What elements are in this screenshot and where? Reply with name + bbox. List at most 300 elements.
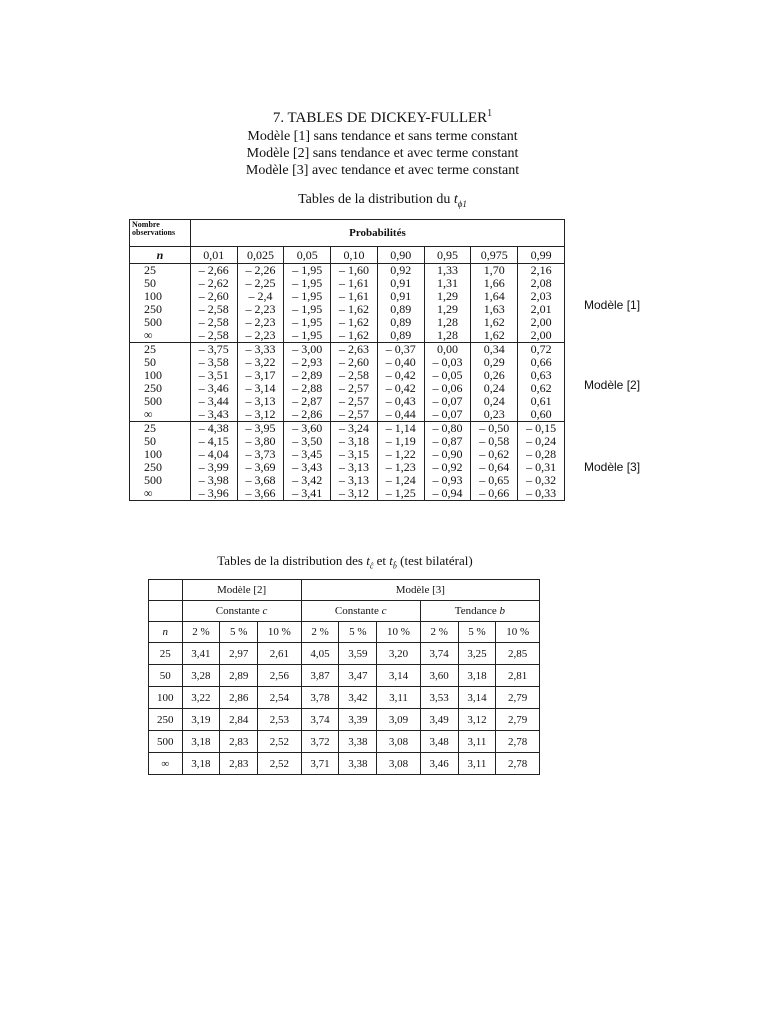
table1-value: – 2,25 xyxy=(245,276,276,290)
table1-col-header: 0,10 xyxy=(331,247,378,264)
table1-n-value: 100 xyxy=(144,368,162,382)
table2-value: 3,53 xyxy=(420,687,458,709)
table2-value: 3,74 xyxy=(301,709,339,731)
footnote-mark: 1 xyxy=(487,108,493,119)
table1-value: – 3,13 xyxy=(245,394,276,408)
table1-value: – 3,75 xyxy=(198,342,229,356)
table1-value: – 2,88 xyxy=(292,381,323,395)
table1-value: 2,16 xyxy=(530,263,552,277)
table1-value-column xyxy=(471,264,518,343)
table2-value: 3,20 xyxy=(377,643,421,665)
table2-n-value: 25 xyxy=(149,643,183,665)
table1-value-column xyxy=(518,422,565,501)
table1-n-values xyxy=(130,422,191,501)
table1-value-column xyxy=(518,264,565,343)
table2-n-value: 250 xyxy=(149,709,183,731)
table1-value: – 2,57 xyxy=(339,394,369,408)
table1-value-column xyxy=(377,264,424,343)
table1-value: – 0,64 xyxy=(479,460,510,474)
table2-value: 3,12 xyxy=(458,709,496,731)
table1-value: – 3,60 xyxy=(292,421,323,435)
table1-value: 1,62 xyxy=(483,328,505,342)
table1-n-value: ∞ xyxy=(144,328,153,342)
table1-value: 0,61 xyxy=(530,394,552,408)
table1-value: – 3,43 xyxy=(292,460,323,474)
table1-n-header: n xyxy=(130,247,191,264)
table2-n-value: 100 xyxy=(149,687,183,709)
table1-value: 0,26 xyxy=(483,368,505,382)
table1-caption: Tables de la distribution du $t_{\phi 1}$ xyxy=(298,192,467,209)
table1-value: – 0,07 xyxy=(432,407,463,421)
table2-value: 2,56 xyxy=(258,665,302,687)
table2-value: 3,08 xyxy=(377,731,421,753)
table1-value: – 2,57 xyxy=(339,381,369,395)
table1-value: – 0,07 xyxy=(432,394,463,408)
table2-value: 3,72 xyxy=(301,731,339,753)
table1-value: – 0,44 xyxy=(385,407,416,421)
table2-value: 3,38 xyxy=(339,731,377,753)
table1-value: 2,03 xyxy=(530,289,552,303)
table1-value: – 3,12 xyxy=(339,486,369,500)
table1-value: – 1,95 xyxy=(292,302,323,316)
table1-value: – 3,44 xyxy=(198,394,229,408)
table1-value: 1,66 xyxy=(483,276,505,290)
table1-value: 0,72 xyxy=(530,342,552,356)
table2-model2-header: Modèle [2] xyxy=(182,580,301,601)
table1-value: – 2,93 xyxy=(292,355,323,369)
table1-value: 2,00 xyxy=(530,315,552,329)
table2-value: 2,52 xyxy=(258,731,302,753)
table1-value: – 0,31 xyxy=(526,460,557,474)
table1-value: – 2,4 xyxy=(248,289,273,303)
table1-value: 0,63 xyxy=(530,368,552,382)
table1-value: – 1,14 xyxy=(385,421,416,435)
table1-value: – 0,80 xyxy=(432,421,463,435)
model-1-description: Modèle [1] sans tendance et sans terme constant xyxy=(247,129,518,144)
table1-value: – 4,38 xyxy=(198,421,229,435)
table2-value: 2,83 xyxy=(220,731,258,753)
table2-param-row xyxy=(149,601,540,622)
table1-value: – 3,33 xyxy=(245,342,276,356)
table1-value: – 3,50 xyxy=(292,434,323,448)
table2-tendance-header: Tendance b xyxy=(420,601,539,622)
table1-col-header: 0,95 xyxy=(424,247,471,264)
table1-value: – 0,03 xyxy=(432,355,463,369)
table1-value: – 0,93 xyxy=(432,473,463,487)
table1-value: 1,29 xyxy=(437,289,459,303)
table2-value: 2,89 xyxy=(220,665,258,687)
table1-value: – 0,06 xyxy=(432,381,463,395)
table1-value: – 0,05 xyxy=(432,368,463,382)
table1-value: – 3,45 xyxy=(292,447,323,461)
table2-value: 3,60 xyxy=(420,665,458,687)
table2-value: 3,49 xyxy=(420,709,458,731)
table1-value-column xyxy=(284,343,331,422)
table1-value: – 3,95 xyxy=(245,421,276,435)
table1-value: – 2,26 xyxy=(245,263,276,277)
table1-value: – 3,66 xyxy=(245,486,276,500)
table2-value: 3,46 xyxy=(420,753,458,775)
table1-value: 1,28 xyxy=(437,328,459,342)
table2-value: 3,18 xyxy=(182,753,220,775)
table2-pct-header: 5 % xyxy=(458,622,496,643)
table2-model3-header: Modèle [3] xyxy=(301,580,539,601)
table2-pct-header: 10 % xyxy=(258,622,302,643)
table1-value: – 3,22 xyxy=(245,355,276,369)
table1-value-column xyxy=(190,264,237,343)
table1-value: 0,89 xyxy=(390,328,412,342)
table1-value: – 0,24 xyxy=(526,434,557,448)
table1-value: 0,92 xyxy=(390,263,412,277)
table2-value: 2,78 xyxy=(496,731,540,753)
table1-n-value: 50 xyxy=(144,434,156,448)
table2-value: 3,14 xyxy=(377,665,421,687)
table2-n-value: ∞ xyxy=(149,753,183,775)
table1-block-model-2 xyxy=(130,343,565,422)
table1-tphi xyxy=(129,219,565,501)
table1-value: 1,64 xyxy=(483,289,505,303)
table1-value: 0,60 xyxy=(530,407,552,421)
table1-value: – 3,58 xyxy=(198,355,229,369)
page-header xyxy=(130,104,635,179)
table2-value: 3,48 xyxy=(420,731,458,753)
table1-value-column xyxy=(518,343,565,422)
table1-value: – 2,87 xyxy=(292,394,323,408)
table2-value: 2,81 xyxy=(496,665,540,687)
table2-value: 3,18 xyxy=(458,665,496,687)
table1-value: – 4,04 xyxy=(198,447,229,461)
table2-tc-tb xyxy=(148,579,540,775)
table1-value: – 0,40 xyxy=(385,355,416,369)
table1-value-column xyxy=(471,343,518,422)
table1-value: – 1,95 xyxy=(292,328,323,342)
table1-value: – 1,95 xyxy=(292,315,323,329)
table1-col-header: 0,01 xyxy=(190,247,237,264)
table1-value: – 1,62 xyxy=(339,328,369,342)
table1-value: – 3,43 xyxy=(198,407,229,421)
table1-value: 0,91 xyxy=(390,276,412,290)
table1-value-column xyxy=(190,343,237,422)
table1-value: – 0,37 xyxy=(385,342,416,356)
table1-value: – 0,92 xyxy=(432,460,463,474)
table2-pct-header: 10 % xyxy=(377,622,421,643)
table1-value: – 0,87 xyxy=(432,434,463,448)
table1-value: 0,23 xyxy=(483,407,505,421)
table1-value: – 3,80 xyxy=(245,434,276,448)
table1-value: – 3,73 xyxy=(245,447,276,461)
table1-value: 1,63 xyxy=(483,302,505,316)
table1-value: 0,29 xyxy=(483,355,505,369)
table1-value: – 0,90 xyxy=(432,447,463,461)
table2-value: 3,19 xyxy=(182,709,220,731)
table1-value: – 3,46 xyxy=(198,381,229,395)
table1-value: – 0,32 xyxy=(526,473,557,487)
table1-value: – 2,23 xyxy=(245,315,276,329)
table1-value: – 3,12 xyxy=(245,407,276,421)
table1-n-value: 100 xyxy=(144,289,162,303)
table2-value: 2,85 xyxy=(496,643,540,665)
table2-row xyxy=(149,665,540,687)
table1-value: – 2,57 xyxy=(339,407,369,421)
table1-value: 1,28 xyxy=(437,315,459,329)
table1-value: 0,62 xyxy=(530,381,552,395)
table1-n-value: 25 xyxy=(144,342,156,356)
table1-value: – 3,00 xyxy=(292,342,323,356)
table2-pct-header: 10 % xyxy=(496,622,540,643)
table1-value: – 2,58 xyxy=(339,368,369,382)
table1-value: – 3,13 xyxy=(339,460,369,474)
table1-value-column xyxy=(331,264,378,343)
table1-value: 1,29 xyxy=(437,302,459,316)
table2-value: 3,74 xyxy=(420,643,458,665)
table1-value: – 1,95 xyxy=(292,276,323,290)
table1-value-column xyxy=(284,422,331,501)
table1-value: – 1,19 xyxy=(385,434,416,448)
table1-value: – 2,60 xyxy=(339,355,369,369)
table2-value: 3,78 xyxy=(301,687,339,709)
table2-pct-header: 5 % xyxy=(339,622,377,643)
table1-value: 1,62 xyxy=(483,315,505,329)
table1-value-column xyxy=(331,422,378,501)
model-2-label: Modèle [2] xyxy=(584,378,641,392)
table1-value: – 3,41 xyxy=(292,486,323,500)
table1-col-header: 0,975 xyxy=(471,247,518,264)
table2-value: 3,59 xyxy=(339,643,377,665)
table1-n-value: 250 xyxy=(144,381,162,395)
table2-value: 3,22 xyxy=(182,687,220,709)
table1-value: – 3,13 xyxy=(339,473,369,487)
table1-value: – 3,98 xyxy=(198,473,229,487)
table1-value: 2,08 xyxy=(530,276,552,290)
table2-n-value: 500 xyxy=(149,731,183,753)
table1-value: 0,66 xyxy=(530,355,552,369)
table1-value: – 0,66 xyxy=(479,486,510,500)
table1-value-column xyxy=(284,264,331,343)
table2-value: 3,14 xyxy=(458,687,496,709)
table1-column-header-row xyxy=(130,247,565,264)
table1-value: – 0,43 xyxy=(385,394,416,408)
table1-value: – 0,58 xyxy=(479,434,510,448)
table1-value-column xyxy=(471,422,518,501)
table2-pct-header: 2 % xyxy=(420,622,458,643)
table1-value: – 3,42 xyxy=(292,473,323,487)
table2-caption: Tables de la distribution des $t_ĉ$ et $t_{b̂}$ (test bilatéral) xyxy=(217,553,473,571)
table1-value: – 3,68 xyxy=(245,473,276,487)
table2-row xyxy=(149,687,540,709)
table1-n-value: 25 xyxy=(144,263,156,277)
table1-value: – 3,24 xyxy=(339,421,369,435)
table1-value: – 1,23 xyxy=(385,460,416,474)
table1-value: – 0,65 xyxy=(479,473,510,487)
table1-block-model-1 xyxy=(130,264,565,343)
table1-value: – 0,50 xyxy=(479,421,510,435)
table2-value: 3,42 xyxy=(339,687,377,709)
table1-corner-header: Nombre observations xyxy=(130,220,191,247)
table2-n-value: 50 xyxy=(149,665,183,687)
table1-value: – 1,61 xyxy=(339,276,369,290)
table1-value: – 1,95 xyxy=(292,263,323,277)
table1-n-values xyxy=(130,343,191,422)
table1-value: – 0,15 xyxy=(526,421,557,435)
table1-value-column xyxy=(237,343,284,422)
table2-value: 2,78 xyxy=(496,753,540,775)
table1-value: 0,89 xyxy=(390,315,412,329)
table1-value-column xyxy=(424,422,471,501)
table2-value: 2,97 xyxy=(220,643,258,665)
table1-value: – 1,95 xyxy=(292,289,323,303)
table2-value: 3,87 xyxy=(301,665,339,687)
table2-value: 2,79 xyxy=(496,709,540,731)
table1-col-header: 0,90 xyxy=(377,247,424,264)
table1-value: – 0,33 xyxy=(526,486,557,500)
table2-value: 2,52 xyxy=(258,753,302,775)
table2-value: 3,71 xyxy=(301,753,339,775)
table1-value-column xyxy=(377,422,424,501)
model-3-label: Modèle [3] xyxy=(584,460,641,474)
table1-n-value: 25 xyxy=(144,421,156,435)
table2-value: 3,11 xyxy=(458,731,496,753)
table1-block-model-3 xyxy=(130,422,565,501)
table2-value: 3,11 xyxy=(377,687,421,709)
table1-value: – 0,42 xyxy=(385,381,416,395)
table2-row xyxy=(149,643,540,665)
table1-value: – 2,23 xyxy=(245,302,276,316)
table2-value: 3,47 xyxy=(339,665,377,687)
table1-value: – 2,58 xyxy=(198,302,229,316)
table1-value: 0,24 xyxy=(483,381,505,395)
table1-value: – 3,96 xyxy=(198,486,229,500)
table1-value: – 3,99 xyxy=(198,460,229,474)
table2-value: 2,84 xyxy=(220,709,258,731)
table1-value-column xyxy=(377,343,424,422)
table2-value: 3,25 xyxy=(458,643,496,665)
table2-value: 3,39 xyxy=(339,709,377,731)
table2-pct-header: 5 % xyxy=(220,622,258,643)
table1-value: – 1,62 xyxy=(339,302,369,316)
table1-value: – 0,42 xyxy=(385,368,416,382)
table2-pct-header: 2 % xyxy=(301,622,339,643)
table1-value: 1,33 xyxy=(437,263,459,277)
table1-n-value: 250 xyxy=(144,302,162,316)
table1-value-column xyxy=(331,343,378,422)
table1-n-value: 100 xyxy=(144,447,162,461)
table1-value: – 2,58 xyxy=(198,315,229,329)
model-1-label: Modèle [1] xyxy=(584,298,641,312)
table2-value: 2,61 xyxy=(258,643,302,665)
table1-n-value: 250 xyxy=(144,460,162,474)
table1-value: – 4,15 xyxy=(198,434,229,448)
table1-value: – 1,22 xyxy=(385,447,416,461)
table1-value-column xyxy=(237,422,284,501)
table1-n-value: ∞ xyxy=(144,407,153,421)
table2-value: 3,11 xyxy=(458,753,496,775)
model-2-description: Modèle [2] sans tendance et avec terme constant xyxy=(246,146,519,161)
table1-n-value: 50 xyxy=(144,355,156,369)
table2-row xyxy=(149,753,540,775)
table2-value: 2,79 xyxy=(496,687,540,709)
table2-pct-row xyxy=(149,622,540,643)
table1-value: – 3,14 xyxy=(245,381,276,395)
table1-n-values xyxy=(130,264,191,343)
table1-value: – 2,62 xyxy=(198,276,229,290)
table2-model-row xyxy=(149,580,540,601)
page-title: 7. TABLES DE DICKEY-FULLER$^1$ xyxy=(272,108,493,126)
table2-constante-header: Constante c xyxy=(182,601,301,622)
table2-value: 2,53 xyxy=(258,709,302,731)
table2-constante-header: Constante c xyxy=(301,601,420,622)
table2-n-header: n xyxy=(149,622,183,643)
table1-value-column xyxy=(424,343,471,422)
table1-value: – 2,60 xyxy=(198,289,229,303)
table2-value: 3,41 xyxy=(182,643,220,665)
table1-value: – 1,62 xyxy=(339,315,369,329)
table1-value: 1,70 xyxy=(483,263,505,277)
table1-value: – 3,15 xyxy=(339,447,369,461)
table1-value: – 0,94 xyxy=(432,486,463,500)
table1-col-header: 0,99 xyxy=(518,247,565,264)
table1-value: – 1,61 xyxy=(339,289,369,303)
model-3-description: Modèle [3] avec tendance et avec terme constant xyxy=(245,163,520,178)
table1-value: 0,91 xyxy=(390,289,412,303)
table2-pct-header: 2 % xyxy=(182,622,220,643)
table1-value: – 3,17 xyxy=(245,368,276,382)
table2-blank-cell xyxy=(149,601,183,622)
table2-value: 4,05 xyxy=(301,643,339,665)
table1-value: – 0,62 xyxy=(479,447,510,461)
table1-value: 0,24 xyxy=(483,394,505,408)
table2-blank-cell xyxy=(149,580,183,601)
table1-col-header: 0,05 xyxy=(284,247,331,264)
table2-value: 2,54 xyxy=(258,687,302,709)
table1-col-header: 0,025 xyxy=(237,247,284,264)
table2-value: 3,08 xyxy=(377,753,421,775)
table2-value: 2,86 xyxy=(220,687,258,709)
table1-value: – 2,23 xyxy=(245,328,276,342)
table1-n-value: 50 xyxy=(144,276,156,290)
table1-value-column xyxy=(190,422,237,501)
table1-value: – 2,89 xyxy=(292,368,323,382)
table1-n-value: 500 xyxy=(144,394,162,408)
table1-value: – 1,24 xyxy=(385,473,416,487)
table2-value: 3,28 xyxy=(182,665,220,687)
table1-value: – 3,18 xyxy=(339,434,369,448)
table1-n-value: 500 xyxy=(144,315,162,329)
table1-n-value: ∞ xyxy=(144,486,153,500)
table1-value: – 3,51 xyxy=(198,368,229,382)
table1-n-value: 500 xyxy=(144,473,162,487)
table1-value: 0,00 xyxy=(437,342,459,356)
table2-value: 3,38 xyxy=(339,753,377,775)
table1-prob-header: Probabilités xyxy=(190,220,564,247)
table2-row xyxy=(149,731,540,753)
table2-value: 3,18 xyxy=(182,731,220,753)
table1-value: – 1,60 xyxy=(339,263,369,277)
table1-value: 2,01 xyxy=(530,302,552,316)
table1-value: – 2,66 xyxy=(198,263,229,277)
table1-value: – 3,69 xyxy=(245,460,276,474)
table1-value: – 2,58 xyxy=(198,328,229,342)
table2-row xyxy=(149,709,540,731)
table1-value: 2,00 xyxy=(530,328,552,342)
table1-value-column xyxy=(237,264,284,343)
table1-value: 0,89 xyxy=(390,302,412,316)
table1-value: 1,31 xyxy=(437,276,459,290)
table1-value: – 2,86 xyxy=(292,407,323,421)
table2-value: 3,09 xyxy=(377,709,421,731)
table2-value: 2,83 xyxy=(220,753,258,775)
table1-value-column xyxy=(424,264,471,343)
table1-value: – 2,63 xyxy=(339,342,369,356)
